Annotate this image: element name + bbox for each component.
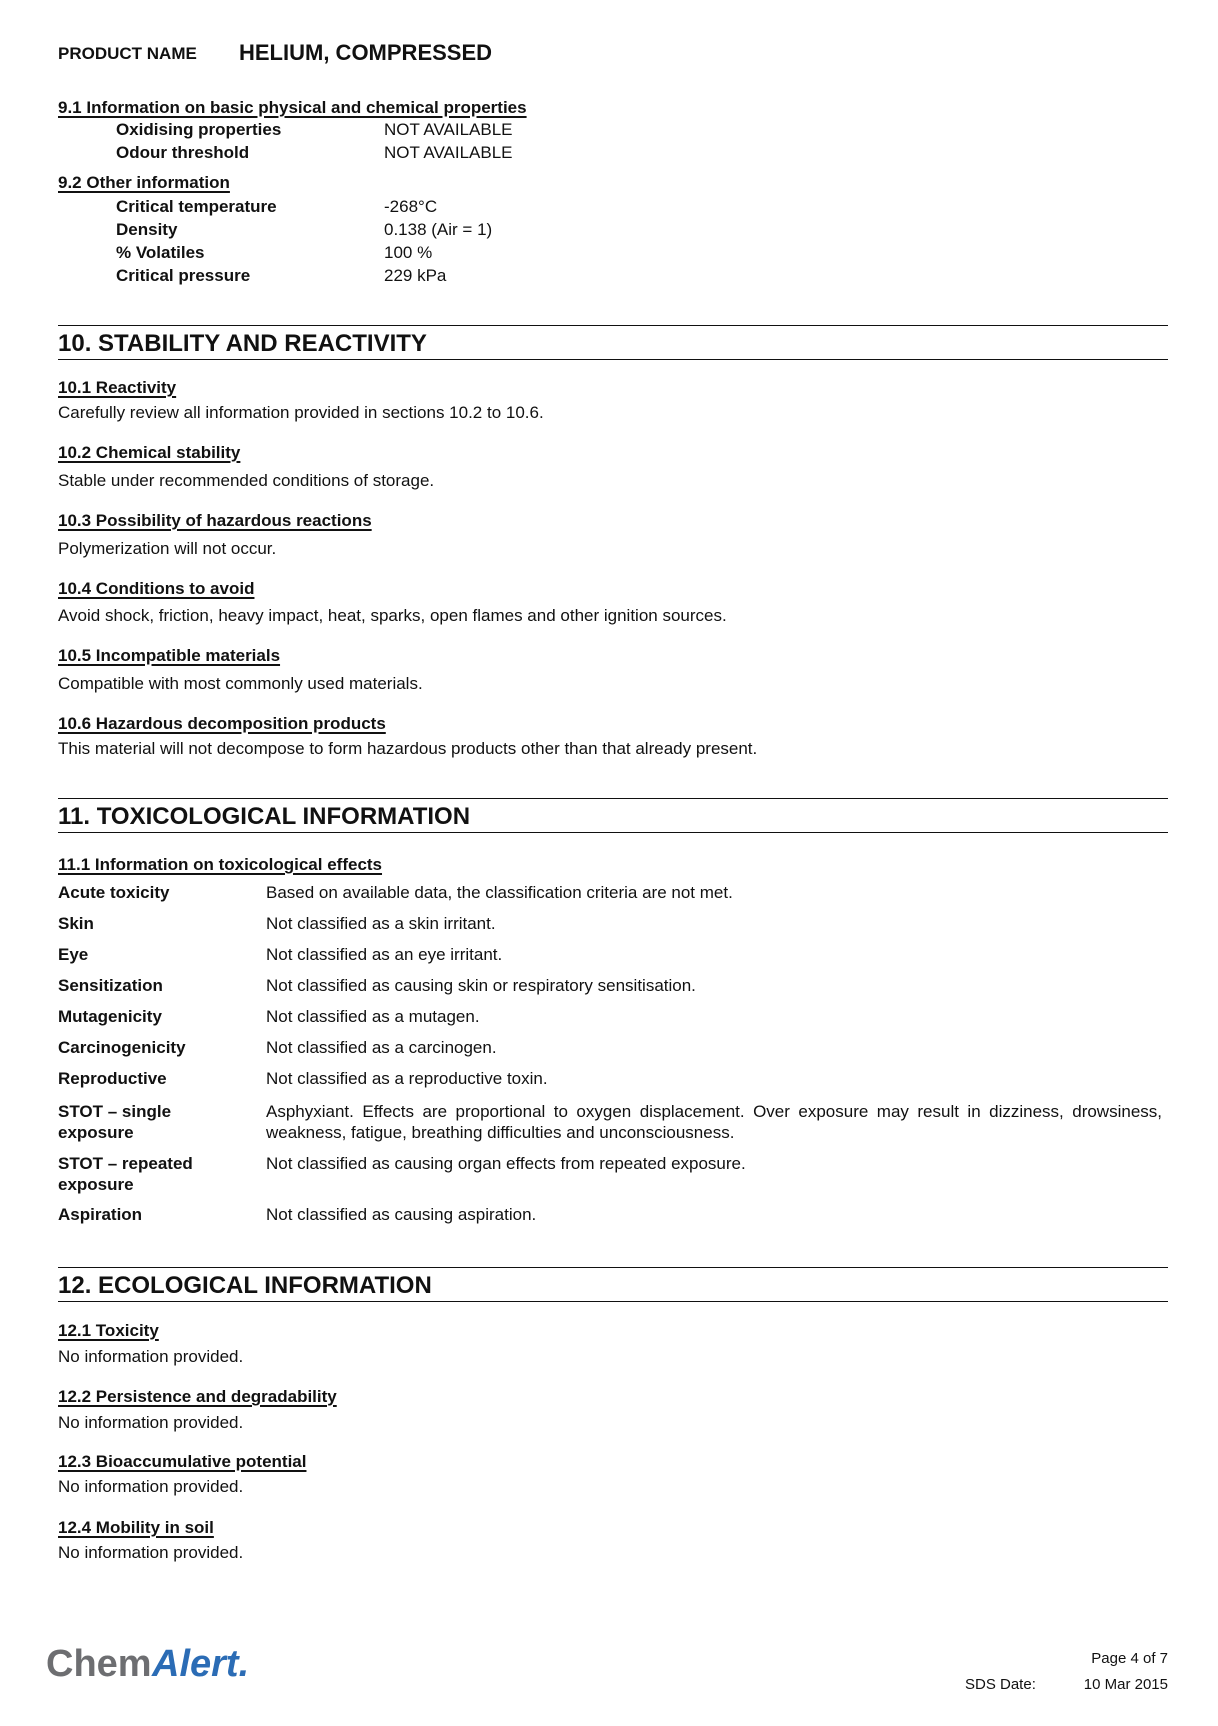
section-divider: [58, 1301, 1168, 1302]
tox-label: Eye: [58, 945, 89, 964]
tox-value: Not classified as causing skin or respiratory sensitisation.: [266, 976, 696, 995]
tox-value: Not classified as causing organ effects from repeated exposure.: [266, 1154, 746, 1173]
tox-label: Acute toxicity: [58, 883, 170, 902]
tox-label: Skin: [58, 914, 94, 933]
section-divider: [58, 359, 1168, 360]
product-name: HELIUM, COMPRESSED: [239, 40, 493, 65]
section-10-2-heading: 10.2 Chemical stability: [58, 443, 241, 462]
section-12-1-heading: 12.1 Toxicity: [58, 1321, 159, 1340]
property-label: Critical temperature: [116, 197, 277, 216]
property-value: 0.138 (Air = 1): [384, 220, 493, 239]
section-10-6-heading: 10.6 Hazardous decomposition products: [58, 714, 386, 733]
section-10-5-text: Compatible with most commonly used materials.: [58, 674, 423, 693]
section-divider: [58, 325, 1168, 326]
section-12-3-heading: 12.3 Bioaccumulative potential: [58, 1452, 307, 1471]
section-10-2-text: Stable under recommended conditions of storage.: [58, 471, 435, 490]
section-11-title: 11. TOXICOLOGICAL INFORMATION: [58, 803, 471, 830]
property-label: Density: [116, 220, 178, 239]
section-11-1-heading: 11.1 Information on toxicological effects: [58, 855, 383, 874]
section-10-3-heading: 10.3 Possibility of hazardous reactions: [58, 511, 372, 530]
section-10-4-heading: 10.4 Conditions to avoid: [58, 579, 255, 598]
tox-label: Carcinogenicity: [58, 1038, 186, 1057]
tox-value: Not classified as a skin irritant.: [266, 914, 496, 933]
property-label: Critical pressure: [116, 266, 251, 285]
section-10-1-text: Carefully review all information provided in sections 10.2 to 10.6.: [58, 403, 544, 422]
tox-label: Reproductive: [58, 1069, 167, 1088]
property-value: 229 kPa: [384, 266, 447, 285]
section-12-2-text: No information provided.: [58, 1413, 244, 1432]
tox-value: Not classified as a carcinogen.: [266, 1038, 497, 1057]
property-value: -268°C: [384, 197, 438, 216]
property-value: NOT AVAILABLE: [384, 120, 513, 139]
property-value: NOT AVAILABLE: [384, 143, 513, 162]
property-label: % Volatiles: [116, 243, 205, 262]
section-10-title: 10. STABILITY AND REACTIVITY: [58, 330, 427, 357]
section-10-3-text: Polymerization will not occur.: [58, 539, 277, 558]
tox-label: Sensitization: [58, 976, 163, 995]
tox-value: Asphyxiant. Effects are proportional to oxygen displacement. Over exposure may result in dizziness, drowsiness, weakness, fatigue, breathing difficulties and unconsciousness.: [266, 1102, 1162, 1142]
tox-value: Based on available data, the classification criteria are not met.: [266, 883, 733, 902]
tox-label: STOT – repeated exposure: [58, 1154, 193, 1194]
section-10-4-text: Avoid shock, friction, heavy impact, heat, sparks, open flames and other ignition sources.: [58, 606, 727, 625]
section-10-1-heading: 10.1 Reactivity: [58, 378, 177, 397]
tox-value: Not classified as an eye irritant.: [266, 945, 503, 964]
sds-date-label: SDS Date:: [965, 1676, 1036, 1693]
logo-text-chem: Chem: [46, 1643, 152, 1685]
tox-label: Mutagenicity: [58, 1007, 162, 1026]
tox-value: Not classified as a reproductive toxin.: [266, 1069, 548, 1088]
property-label: Odour threshold: [116, 143, 250, 162]
tox-value: Not classified as causing aspiration.: [266, 1205, 537, 1224]
page-number: Page 4 of 7: [1091, 1650, 1168, 1667]
chemalert-logo: [46, 1638, 286, 1686]
section-12-3-text: No information provided.: [58, 1477, 244, 1496]
section-divider: [58, 798, 1168, 799]
tox-label: STOT – single exposure: [58, 1102, 172, 1142]
section-9-2-heading: 9.2 Other information: [58, 173, 230, 192]
property-label: Oxidising properties: [116, 120, 282, 139]
section-12-1-text: No information provided.: [58, 1347, 244, 1366]
section-12-4-text: No information provided.: [58, 1543, 244, 1562]
logo-text-alert: Alert.: [152, 1643, 250, 1685]
section-12-4-heading: 12.4 Mobility in soil: [58, 1518, 214, 1537]
section-12-title: 12. ECOLOGICAL INFORMATION: [58, 1272, 432, 1299]
section-10-5-heading: 10.5 Incompatible materials: [58, 646, 281, 665]
tox-label: Aspiration: [58, 1205, 143, 1224]
section-12-2-heading: 12.2 Persistence and degradability: [58, 1387, 337, 1406]
sds-date: 10 Mar 2015: [1083, 1676, 1168, 1693]
section-divider: [58, 1267, 1168, 1268]
product-name-label: PRODUCT NAME: [58, 44, 197, 63]
section-10-6-text: This material will not decompose to form hazardous products other than that already present.: [58, 739, 758, 758]
section-divider: [58, 832, 1168, 833]
tox-value: Not classified as a mutagen.: [266, 1007, 480, 1026]
property-value: 100 %: [384, 243, 433, 262]
section-9-1-heading: 9.1 Information on basic physical and chemical properties: [58, 98, 527, 117]
